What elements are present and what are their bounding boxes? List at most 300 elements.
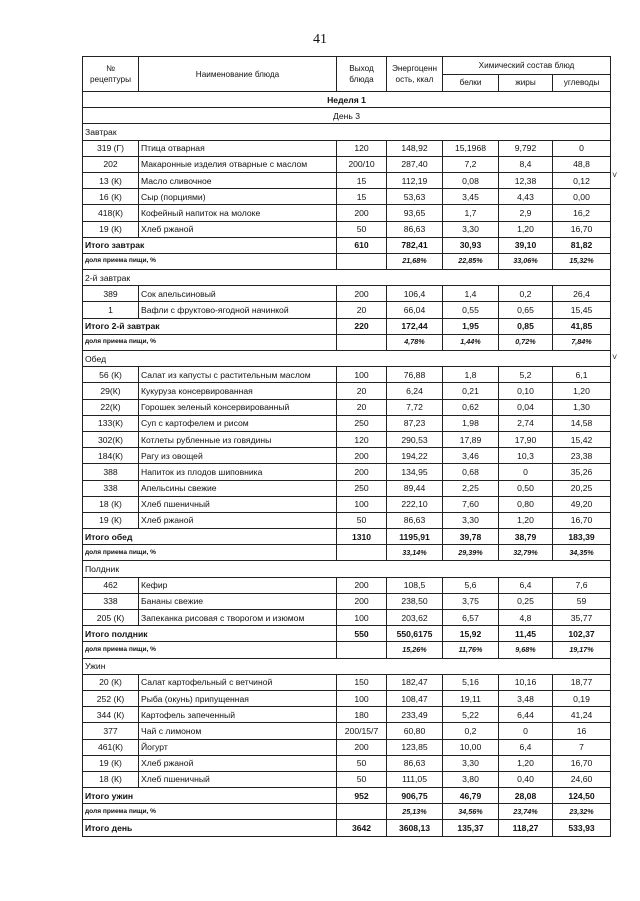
empty-cell	[337, 804, 387, 820]
total-value: 81,82	[553, 237, 611, 253]
cell-dish-name: Апельсины свежие	[139, 480, 337, 496]
cell-energy: 238,50	[387, 593, 443, 609]
table-row	[83, 674, 611, 690]
meal-title-row	[83, 561, 611, 577]
cell-dish-name: Йогурт	[139, 739, 337, 755]
table-row	[83, 593, 611, 609]
cell-carbs: 6,1	[553, 367, 611, 383]
cell-yield: 100	[337, 610, 387, 626]
cell-protein: 6,57	[443, 610, 499, 626]
cell-protein: 7,2	[443, 156, 499, 172]
cell-energy: 134,95	[387, 464, 443, 480]
total-value: 1,95	[443, 318, 499, 334]
day-total-value: 3642	[337, 820, 387, 836]
cell-recipe-no: 22(К)	[83, 399, 139, 415]
total-value: 550	[337, 626, 387, 642]
total-value: 102,37	[553, 626, 611, 642]
cell-recipe-no: 16 (К)	[83, 189, 139, 205]
cell-carbs: 16,70	[553, 221, 611, 237]
table-row	[83, 286, 611, 302]
cell-fat: 0,04	[499, 399, 553, 415]
cell-fat: 0,40	[499, 771, 553, 787]
total-value: 28,08	[499, 788, 553, 804]
share-row	[83, 642, 611, 658]
cell-carbs: 1,20	[553, 383, 611, 399]
cell-yield: 100	[337, 690, 387, 706]
cell-protein: 5,6	[443, 577, 499, 593]
day-total-value: 533,93	[553, 820, 611, 836]
table-row	[83, 610, 611, 626]
table-row	[83, 431, 611, 447]
meal-title: Завтрак	[83, 124, 611, 140]
cell-dish-name: Салат из капусты с растительным маслом	[139, 367, 337, 383]
cell-protein: 5,22	[443, 707, 499, 723]
cell-yield: 250	[337, 415, 387, 431]
cell-recipe-no: 388	[83, 464, 139, 480]
cell-yield: 50	[337, 771, 387, 787]
cell-yield: 100	[337, 496, 387, 512]
cell-carbs: 16,2	[553, 205, 611, 221]
total-value: 39,78	[443, 529, 499, 545]
cell-protein: 19,11	[443, 690, 499, 706]
table-row	[83, 690, 611, 706]
cell-recipe-no: 418(К)	[83, 205, 139, 221]
cell-recipe-no: 205 (К)	[83, 610, 139, 626]
cell-carbs: 16	[553, 723, 611, 739]
share-value: 23,32%	[553, 804, 611, 820]
share-value: 34,56%	[443, 804, 499, 820]
cell-yield: 50	[337, 755, 387, 771]
cell-energy: 182,47	[387, 674, 443, 690]
total-value: 124,50	[553, 788, 611, 804]
cell-energy: 7,72	[387, 399, 443, 415]
meal-title-row	[83, 351, 611, 367]
day-total-label: Итого день	[83, 820, 337, 836]
cell-energy: 112,19	[387, 172, 443, 188]
menu-table	[82, 56, 611, 837]
cell-protein: 0,62	[443, 399, 499, 415]
cell-fat: 0,2	[499, 286, 553, 302]
cell-yield: 200/15/7	[337, 723, 387, 739]
cell-carbs: 16,70	[553, 512, 611, 528]
cell-protein: 3,30	[443, 755, 499, 771]
header-fat: жиры	[499, 74, 553, 92]
cell-recipe-no: 184(К)	[83, 448, 139, 464]
cell-carbs: 0,00	[553, 189, 611, 205]
table-row	[83, 221, 611, 237]
cell-carbs: 49,20	[553, 496, 611, 512]
total-label: Итого ужин	[83, 788, 337, 804]
cell-energy: 76,88	[387, 367, 443, 383]
empty-cell	[337, 545, 387, 561]
table-row	[83, 480, 611, 496]
table-row	[83, 577, 611, 593]
cell-fat: 4,43	[499, 189, 553, 205]
total-value: 952	[337, 788, 387, 804]
share-value: 19,17%	[553, 642, 611, 658]
meal-title: 2-й завтрак	[83, 270, 611, 286]
cell-protein: 1,8	[443, 367, 499, 383]
cell-protein: 1,98	[443, 415, 499, 431]
cell-fat: 17,90	[499, 431, 553, 447]
cell-yield: 200	[337, 205, 387, 221]
table-row	[83, 496, 611, 512]
share-value: 0,72%	[499, 334, 553, 350]
day-total-value: 135,37	[443, 820, 499, 836]
cell-dish-name: Кукуруза консервированная	[139, 383, 337, 399]
cell-recipe-no: 29(К)	[83, 383, 139, 399]
total-row	[83, 626, 611, 642]
cell-dish-name: Сок апельсиновый	[139, 286, 337, 302]
share-label: доля приема пищи, %	[83, 253, 337, 269]
cell-fat: 0,80	[499, 496, 553, 512]
cell-fat: 1,20	[499, 755, 553, 771]
total-value: 1310	[337, 529, 387, 545]
cell-fat: 0,25	[499, 593, 553, 609]
cell-carbs: 0	[553, 140, 611, 156]
cell-carbs: 48,8	[553, 156, 611, 172]
total-value: 15,92	[443, 626, 499, 642]
meal-title-row	[83, 270, 611, 286]
cell-dish-name: Рагу из овощей	[139, 448, 337, 464]
total-value: 550,6175	[387, 626, 443, 642]
cell-protein: 3,80	[443, 771, 499, 787]
total-value: 11,45	[499, 626, 553, 642]
cell-yield: 200	[337, 739, 387, 755]
header-chem: Химический состав блюд	[443, 57, 611, 75]
cell-carbs: 23,38	[553, 448, 611, 464]
share-value: 33,14%	[387, 545, 443, 561]
cell-protein: 5,16	[443, 674, 499, 690]
cell-carbs: 0,12	[553, 172, 611, 188]
cell-dish-name: Макаронные изделия отварные с маслом	[139, 156, 337, 172]
share-value: 4,78%	[387, 334, 443, 350]
total-value: 220	[337, 318, 387, 334]
cell-energy: 86,63	[387, 755, 443, 771]
margin-mark: ˅	[612, 170, 618, 180]
total-value: 0,85	[499, 318, 553, 334]
header-yield: Выход блюда	[337, 57, 387, 92]
cell-protein: 0,2	[443, 723, 499, 739]
cell-energy: 111,05	[387, 771, 443, 787]
cell-carbs: 18,77	[553, 674, 611, 690]
cell-recipe-no: 19 (К)	[83, 755, 139, 771]
share-value: 15,26%	[387, 642, 443, 658]
cell-energy: 87,23	[387, 415, 443, 431]
cell-dish-name: Птица отварная	[139, 140, 337, 156]
total-value: 38,79	[499, 529, 553, 545]
share-value: 1,44%	[443, 334, 499, 350]
cell-dish-name: Чай с лимоном	[139, 723, 337, 739]
cell-recipe-no: 252 (К)	[83, 690, 139, 706]
cell-carbs: 35,26	[553, 464, 611, 480]
cell-energy: 194,22	[387, 448, 443, 464]
cell-carbs: 7,6	[553, 577, 611, 593]
cell-yield: 180	[337, 707, 387, 723]
cell-fat: 9,792	[499, 140, 553, 156]
cell-yield: 20	[337, 383, 387, 399]
total-value: 906,75	[387, 788, 443, 804]
cell-carbs: 15,45	[553, 302, 611, 318]
table-row	[83, 739, 611, 755]
share-value: 22,85%	[443, 253, 499, 269]
cell-fat: 12,38	[499, 172, 553, 188]
cell-protein: 0,55	[443, 302, 499, 318]
cell-yield: 200	[337, 286, 387, 302]
week-row	[83, 92, 611, 108]
cell-protein: 0,08	[443, 172, 499, 188]
margin-mark: ˅	[612, 352, 618, 362]
cell-protein: 3,30	[443, 221, 499, 237]
cell-protein: 0,68	[443, 464, 499, 480]
cell-yield: 150	[337, 674, 387, 690]
cell-protein: 7,60	[443, 496, 499, 512]
cell-carbs: 26,4	[553, 286, 611, 302]
cell-dish-name: Напиток из плодов шиповника	[139, 464, 337, 480]
table-row	[83, 302, 611, 318]
cell-protein: 3,75	[443, 593, 499, 609]
header-dish-name: Наименование блюда	[139, 57, 337, 92]
cell-carbs: 59	[553, 593, 611, 609]
table-row	[83, 205, 611, 221]
cell-dish-name: Рыба (окунь) припущенная	[139, 690, 337, 706]
total-value: 46,79	[443, 788, 499, 804]
total-label: Итого завтрак	[83, 237, 337, 253]
cell-dish-name: Кефир	[139, 577, 337, 593]
day-row	[83, 108, 611, 124]
cell-yield: 15	[337, 189, 387, 205]
cell-carbs: 41,24	[553, 707, 611, 723]
cell-fat: 0,10	[499, 383, 553, 399]
share-label: доля приема пищи, %	[83, 545, 337, 561]
cell-dish-name: Масло сливочное	[139, 172, 337, 188]
header-energy: Энергоценн ость, ккал	[387, 57, 443, 92]
cell-protein: 0,21	[443, 383, 499, 399]
cell-carbs: 14,58	[553, 415, 611, 431]
day-total-value: 118,27	[499, 820, 553, 836]
cell-carbs: 35,77	[553, 610, 611, 626]
cell-recipe-no: 133(К)	[83, 415, 139, 431]
cell-energy: 123,85	[387, 739, 443, 755]
share-value: 25,13%	[387, 804, 443, 820]
cell-recipe-no: 13 (К)	[83, 172, 139, 188]
total-row	[83, 318, 611, 334]
cell-energy: 53,63	[387, 189, 443, 205]
share-value: 7,84%	[553, 334, 611, 350]
share-value: 32,79%	[499, 545, 553, 561]
cell-dish-name: Хлеб ржаной	[139, 512, 337, 528]
cell-fat: 4,8	[499, 610, 553, 626]
cell-protein: 15,1968	[443, 140, 499, 156]
day-total-row	[83, 820, 611, 836]
cell-dish-name: Хлеб ржаной	[139, 755, 337, 771]
cell-energy: 233,49	[387, 707, 443, 723]
page-number: 41	[313, 32, 327, 47]
cell-protein: 1,4	[443, 286, 499, 302]
total-value: 183,39	[553, 529, 611, 545]
share-row	[83, 804, 611, 820]
cell-recipe-no: 18 (К)	[83, 771, 139, 787]
meal-title-row	[83, 124, 611, 140]
share-value: 21,68%	[387, 253, 443, 269]
cell-energy: 290,53	[387, 431, 443, 447]
table-row	[83, 707, 611, 723]
cell-fat: 10,3	[499, 448, 553, 464]
cell-energy: 60,80	[387, 723, 443, 739]
empty-cell	[337, 334, 387, 350]
table-row	[83, 172, 611, 188]
share-value: 34,35%	[553, 545, 611, 561]
total-value: 30,93	[443, 237, 499, 253]
cell-recipe-no: 338	[83, 480, 139, 496]
cell-carbs: 15,42	[553, 431, 611, 447]
total-value: 41,85	[553, 318, 611, 334]
total-row	[83, 788, 611, 804]
cell-energy: 106,4	[387, 286, 443, 302]
week-label: Неделя 1	[83, 92, 611, 108]
cell-energy: 86,63	[387, 221, 443, 237]
cell-energy: 108,5	[387, 577, 443, 593]
meal-title: Полдник	[83, 561, 611, 577]
cell-protein: 3,30	[443, 512, 499, 528]
share-label: доля приема пищи, %	[83, 334, 337, 350]
cell-energy: 203,62	[387, 610, 443, 626]
empty-cell	[337, 642, 387, 658]
table-row	[83, 512, 611, 528]
cell-protein: 2,25	[443, 480, 499, 496]
cell-recipe-no: 19 (К)	[83, 221, 139, 237]
cell-protein: 1,7	[443, 205, 499, 221]
day-label: День 3	[83, 108, 611, 124]
cell-carbs: 7	[553, 739, 611, 755]
cell-energy: 93,65	[387, 205, 443, 221]
cell-carbs: 0,19	[553, 690, 611, 706]
share-row	[83, 334, 611, 350]
cell-yield: 200/10	[337, 156, 387, 172]
cell-fat: 6,44	[499, 707, 553, 723]
total-row	[83, 237, 611, 253]
cell-fat: 2,74	[499, 415, 553, 431]
cell-recipe-no: 389	[83, 286, 139, 302]
share-label: доля приема пищи, %	[83, 642, 337, 658]
cell-yield: 20	[337, 302, 387, 318]
cell-energy: 66,04	[387, 302, 443, 318]
cell-recipe-no: 319 (Г)	[83, 140, 139, 156]
meal-title: Ужин	[83, 658, 611, 674]
table-row	[83, 399, 611, 415]
total-label: Итого полдник	[83, 626, 337, 642]
cell-carbs: 1,30	[553, 399, 611, 415]
cell-recipe-no: 1	[83, 302, 139, 318]
cell-yield: 200	[337, 593, 387, 609]
cell-dish-name: Сыр (порциями)	[139, 189, 337, 205]
cell-protein: 3,45	[443, 189, 499, 205]
cell-recipe-no: 462	[83, 577, 139, 593]
table-row	[83, 723, 611, 739]
total-value: 39,10	[499, 237, 553, 253]
cell-protein: 3,46	[443, 448, 499, 464]
cell-recipe-no: 19 (К)	[83, 512, 139, 528]
cell-fat: 3,48	[499, 690, 553, 706]
table-row	[83, 755, 611, 771]
cell-recipe-no: 18 (К)	[83, 496, 139, 512]
cell-fat: 0,65	[499, 302, 553, 318]
cell-dish-name: Картофель запеченный	[139, 707, 337, 723]
share-value: 15,32%	[553, 253, 611, 269]
total-label: Итого 2-й завтрак	[83, 318, 337, 334]
header-carbs: углеводы	[553, 74, 611, 92]
total-value: 1195,91	[387, 529, 443, 545]
header-protein: белки	[443, 74, 499, 92]
cell-yield: 50	[337, 221, 387, 237]
cell-protein: 10,00	[443, 739, 499, 755]
table-row	[83, 383, 611, 399]
cell-dish-name: Горошек зеленый консервированный	[139, 399, 337, 415]
cell-yield: 120	[337, 140, 387, 156]
cell-recipe-no: 461(К)	[83, 739, 139, 755]
cell-recipe-no: 344 (К)	[83, 707, 139, 723]
cell-dish-name: Вафли с фруктово-ягодной начинкой	[139, 302, 337, 318]
cell-yield: 200	[337, 448, 387, 464]
table-row	[83, 448, 611, 464]
cell-fat: 0	[499, 464, 553, 480]
cell-recipe-no: 56 (К)	[83, 367, 139, 383]
total-value: 782,41	[387, 237, 443, 253]
cell-fat: 8,4	[499, 156, 553, 172]
cell-yield: 200	[337, 577, 387, 593]
day-total-value: 3608,13	[387, 820, 443, 836]
cell-fat: 1,20	[499, 512, 553, 528]
cell-recipe-no: 302(К)	[83, 431, 139, 447]
cell-dish-name: Бананы свежие	[139, 593, 337, 609]
share-row	[83, 253, 611, 269]
cell-fat: 2,9	[499, 205, 553, 221]
cell-recipe-no: 377	[83, 723, 139, 739]
cell-fat: 6,4	[499, 577, 553, 593]
cell-dish-name: Суп с картофелем и рисом	[139, 415, 337, 431]
cell-fat: 0,50	[499, 480, 553, 496]
cell-carbs: 20,25	[553, 480, 611, 496]
cell-protein: 17,89	[443, 431, 499, 447]
cell-yield: 100	[337, 367, 387, 383]
share-row	[83, 545, 611, 561]
cell-carbs: 24,60	[553, 771, 611, 787]
share-value: 23,74%	[499, 804, 553, 820]
cell-yield: 120	[337, 431, 387, 447]
total-value: 172,44	[387, 318, 443, 334]
cell-dish-name: Кофейный напиток на молоке	[139, 205, 337, 221]
cell-dish-name: Котлеты рубленные из говядины	[139, 431, 337, 447]
cell-energy: 222,10	[387, 496, 443, 512]
cell-energy: 6,24	[387, 383, 443, 399]
cell-carbs: 16,70	[553, 755, 611, 771]
cell-energy: 108,47	[387, 690, 443, 706]
total-value: 610	[337, 237, 387, 253]
cell-yield: 250	[337, 480, 387, 496]
cell-fat: 5,2	[499, 367, 553, 383]
meal-title-row	[83, 658, 611, 674]
empty-cell	[337, 253, 387, 269]
cell-yield: 200	[337, 464, 387, 480]
share-value: 29,39%	[443, 545, 499, 561]
cell-energy: 89,44	[387, 480, 443, 496]
cell-recipe-no: 338	[83, 593, 139, 609]
cell-yield: 15	[337, 172, 387, 188]
cell-dish-name: Хлеб пшеничный	[139, 496, 337, 512]
cell-fat: 10,16	[499, 674, 553, 690]
header-row	[83, 57, 611, 75]
meal-title: Обед	[83, 351, 611, 367]
